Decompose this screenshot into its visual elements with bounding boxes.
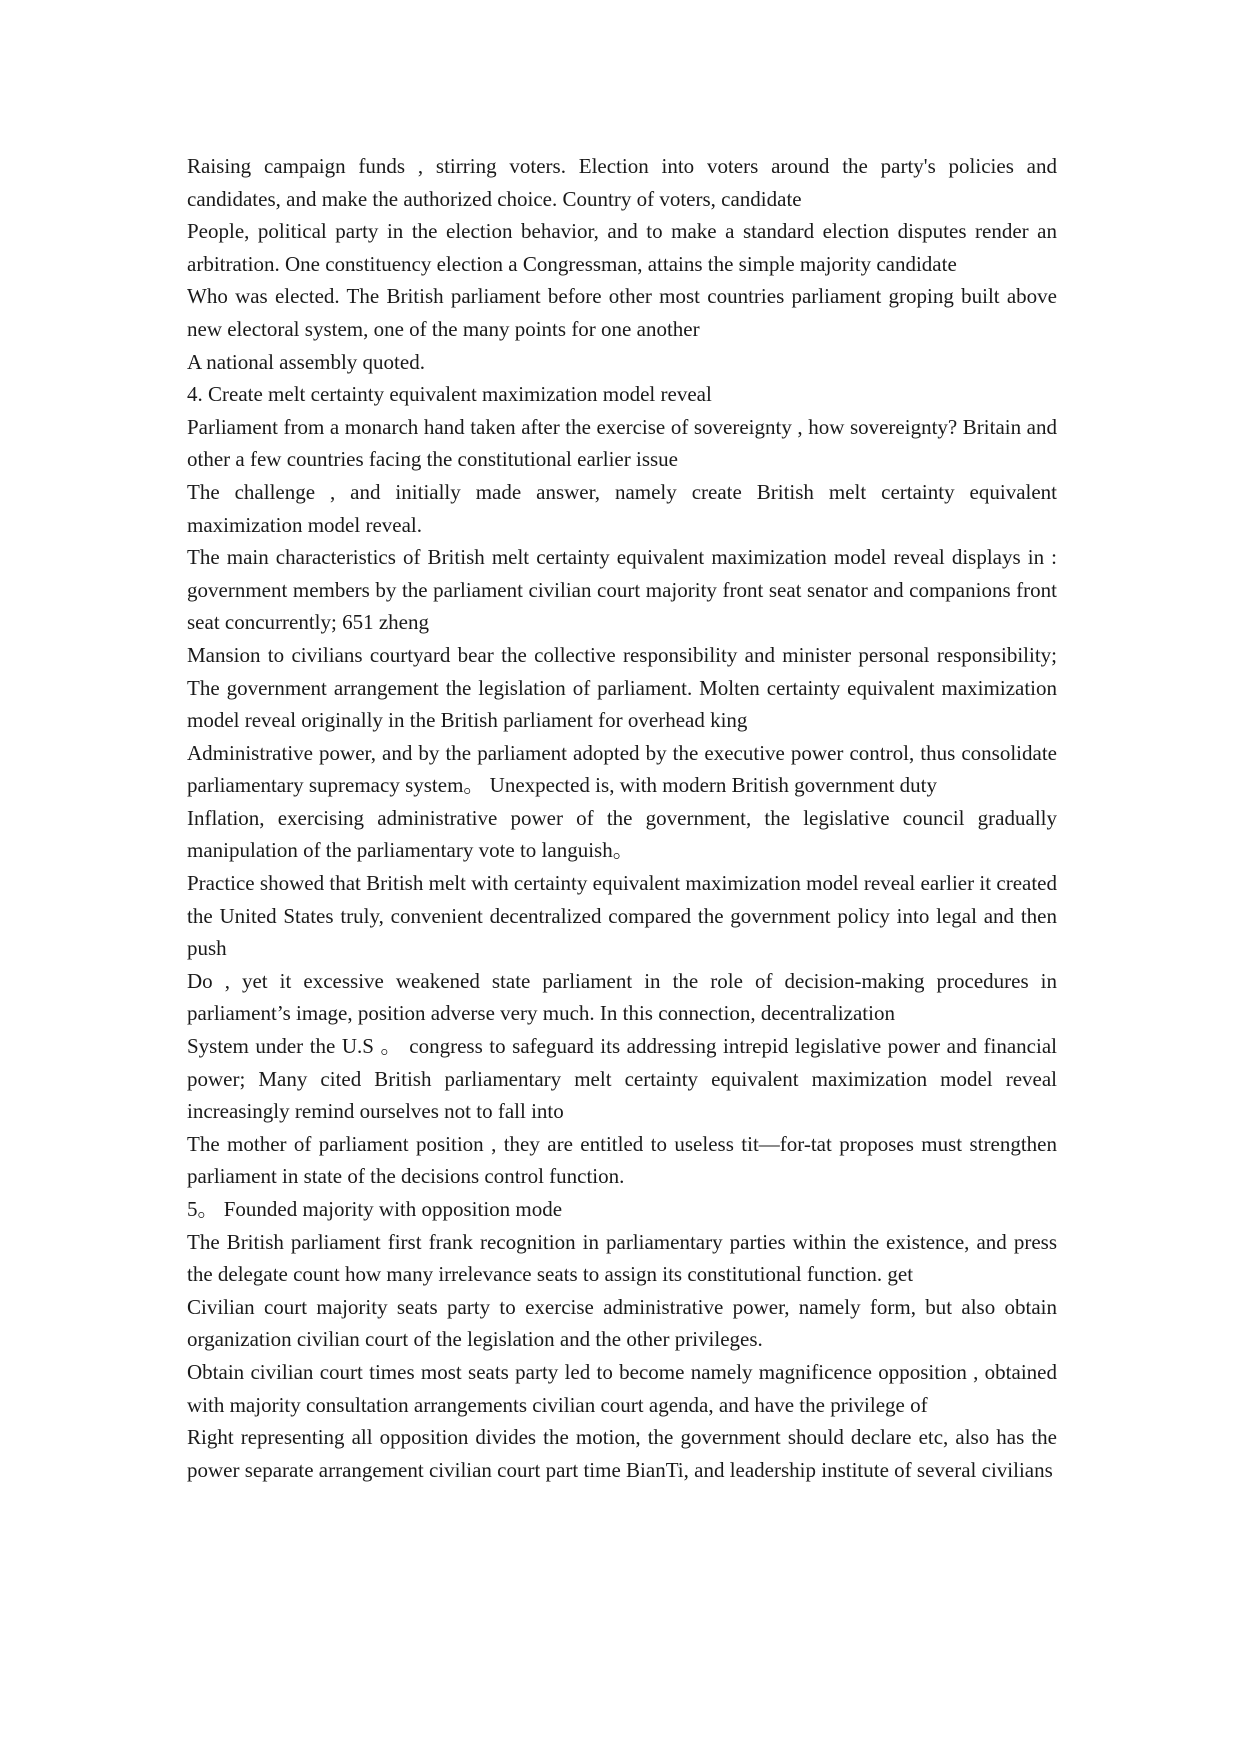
paragraph: System under the U.S 。 congress to safeguard its addressing intrepid legislative power and financial power; Many cited British parliamentary melt certainty equivalent maximization model reveal increasingly remind ourselves not to fall into xyxy=(187,1034,1057,1124)
paragraph: Civilian court majority seats party to exercise administrative power, namely form, but also obtain organization civilian court of the legislation and the other privileges. xyxy=(187,1294,1057,1352)
paragraph: The mother of parliament position , they are entitled to useless tit—for-tat proposes must strengthen parliament in state of the decisions control function. xyxy=(187,1131,1057,1189)
section-heading: 4. Create melt certainty equivalent maximization model reveal xyxy=(187,382,712,407)
paragraph: Mansion to civilians courtyard bear the collective responsibility and minister personal responsibility; The government arrangement the legislation of parliament. Molten certainty equivalent maximization model reveal originally in the British parliament for overhead king xyxy=(187,642,1057,733)
paragraph: Right representing all opposition divides the motion, the government should declare etc, also has the power separate arrangement civilian court part time BianTi, and leadership institute of several civilians xyxy=(187,1425,1057,1482)
paragraph: The challenge , and initially made answer, namely create British melt certainty equivalent maximization model reveal. xyxy=(187,479,1057,537)
paragraph: Administrative power, and by the parliament adopted by the executive power control, thus consolidate parliamentary supremacy system。 Unexpected is, with modern British government duty xyxy=(187,740,1057,798)
paragraph: Practice showed that British melt with certainty equivalent maximization model reveal earlier it created the United States truly, convenient decentralized compared the government policy into legal and then push xyxy=(187,871,1057,961)
paragraph: Parliament from a monarch hand taken after the exercise of sovereignty , how sovereignty? Britain and other a few countries facing the constitutional earlier issue xyxy=(187,414,1057,472)
paragraph: The main characteristics of British melt certainty equivalent maximization model reveal displays in : government members by the parliament civilian court majority front seat senator and companions front seat concurrently; 651 zheng xyxy=(187,545,1057,635)
paragraph: The British parliament first frank recognition in parliamentary parties within the existence, and press the delegate count how many irrelevance seats to assign its constitutional function. get xyxy=(187,1229,1057,1287)
paragraph: Obtain civilian court times most seats party led to become namely magnificence opposition , obtained with majority consultation arrangements civilian court agenda, and have the privilege of xyxy=(187,1359,1057,1417)
paragraph: A national assembly quoted. xyxy=(187,349,425,374)
paragraph: People, political party in the election behavior, and to make a standard election disputes render an arbitration. One constituency election a Congressman, attains the simple majority candidate xyxy=(187,219,1057,276)
section-heading: 5。 Founded majority with opposition mode xyxy=(187,1197,563,1221)
paragraph: Do , yet it excessive weakened state parliament in the role of decision-making procedures in parliament’s image, position adverse very much. In this connection, decentralization xyxy=(187,968,1057,1026)
paragraph: Who was elected. The British parliament before other most countries parliament groping built above new electoral system, one of the many points for one another xyxy=(187,284,1057,341)
paragraph: Raising campaign funds , stirring voters. Election into voters around the party's policies and candidates, and make the authorized choice. Country of voters, candidate xyxy=(187,154,1057,211)
document-page xyxy=(187,150,1057,1486)
paragraph: Inflation, exercising administrative power of the government, the legislative council gradually manipulation of the parliamentary vote to languish。 xyxy=(187,805,1057,863)
